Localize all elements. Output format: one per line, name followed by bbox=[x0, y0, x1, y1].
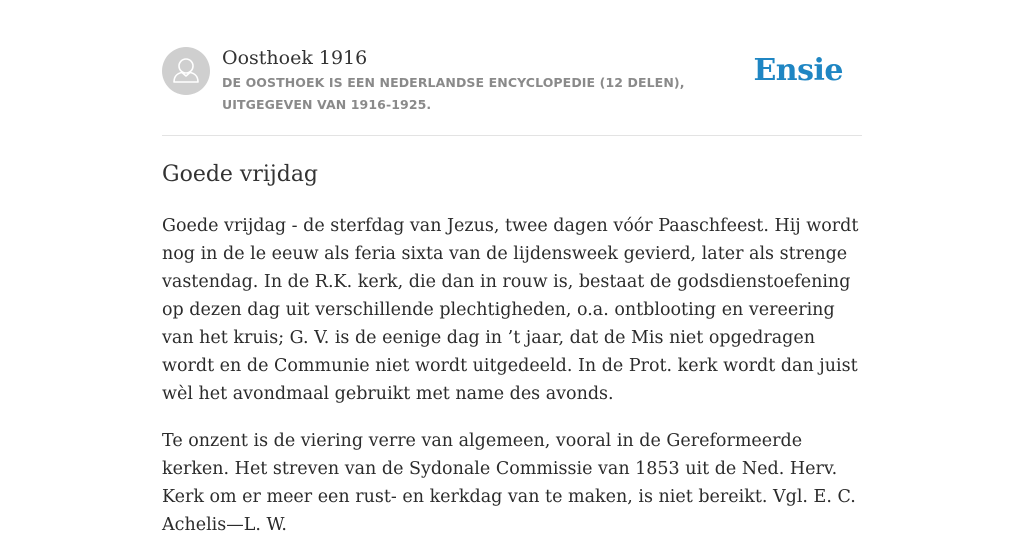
article-paragraph: Goede vrijdag - de sterfdag van Jezus, twee dagen vóór Paaschfeest. Hij wordt nog in de le eeuw als feria sixta van de lijdensweek gevierd, later als strenge vastendag. In de R.K. kerk, die dan in rouw is, bestaat de godsdienstoefening op dezen dag uit verschillende plechtigheden, o.a. ontblooting en vereering van het kruis; G. V. is de eenige dag in ’t jaar, dat de Mis niet opgedragen wordt en de Communie niet wordt uitgedeeld. In de Prot. kerk wordt dan juist wèl het avondmaal gebruikt met name des avonds. bbox=[162, 216, 859, 404]
article-body bbox=[162, 212, 862, 558]
article-paragraph: Te onzent is de viering verre van algemeen, vooral in de Gereformeerde kerken. Het streven van de Sydonale Commissie van 1853 uit de Ned. Herv. Kerk om er meer een rust- en kerkdag van te maken, is niet bereikt. Vgl. E. C. Achelis—L. W. bbox=[162, 431, 856, 535]
user-silhouette-icon[interactable] bbox=[162, 47, 210, 95]
source-description: DE OOSTHOEK IS EEN NEDERLANDSE ENCYCLOPEDIE (12 DELEN), UITGEGEVEN VAN 1916-1925. bbox=[222, 75, 685, 112]
ensie-logo[interactable]: Ensie bbox=[753, 53, 843, 88]
source-header bbox=[162, 46, 862, 116]
article-title: Goede vrijdag bbox=[162, 162, 319, 187]
header-divider bbox=[162, 135, 862, 136]
source-name[interactable]: Oosthoek 1916 bbox=[222, 47, 368, 69]
